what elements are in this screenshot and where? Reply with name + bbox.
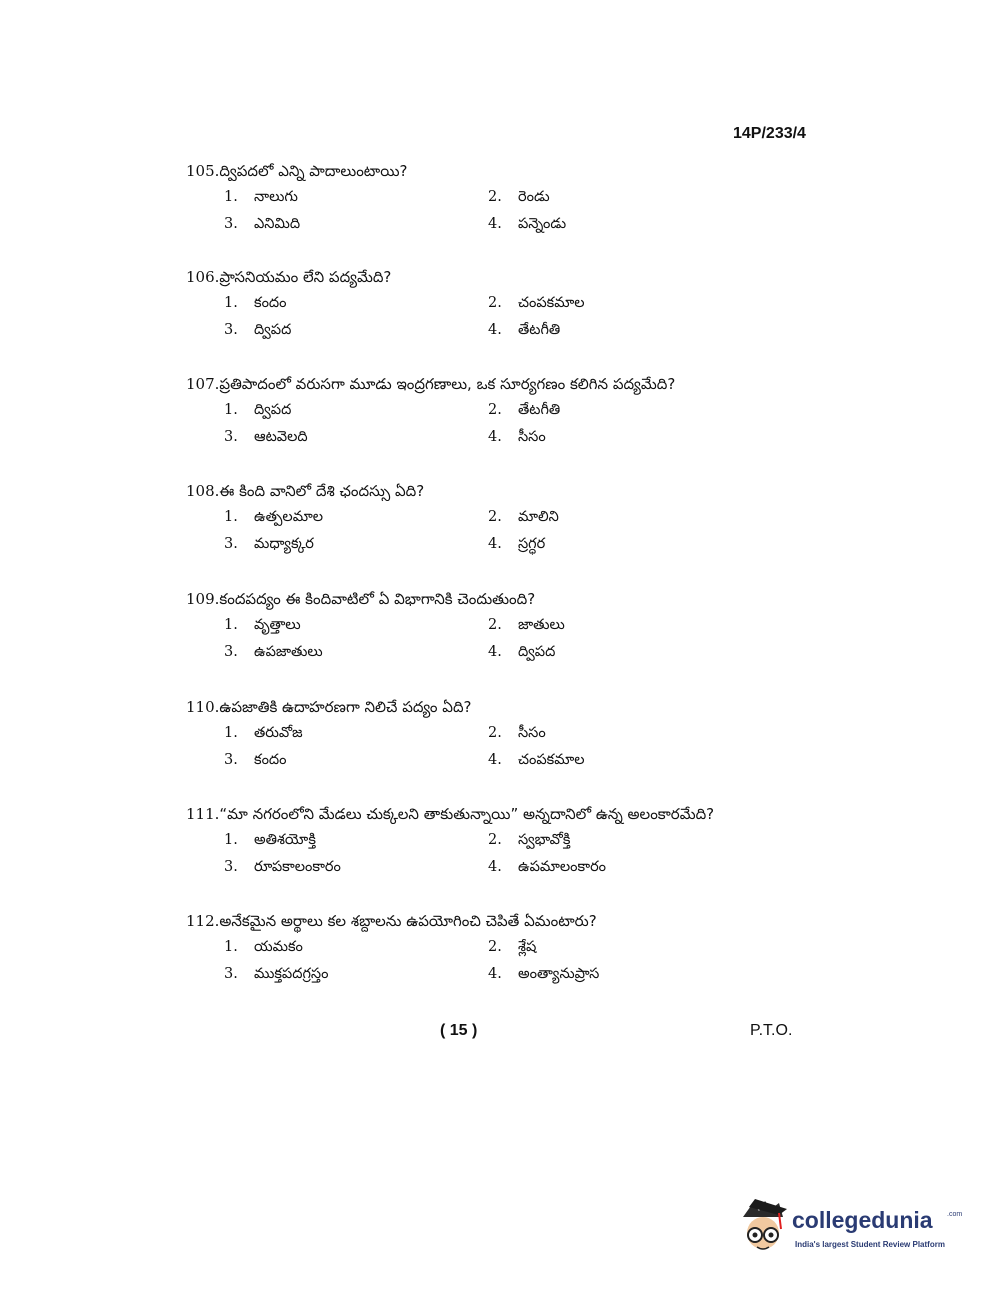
option-4: 4. అంత్యానుప్రాస	[488, 966, 600, 982]
paper-code: 14P/233/4	[733, 125, 806, 142]
question-105	[186, 161, 806, 243]
question-text: 106.ప్రాసనియమం లేని పద్యమేది?	[186, 268, 392, 286]
question-107	[186, 374, 806, 456]
option-2: 2. స్వభావోక్తి	[488, 832, 571, 848]
option-3: 3. రూపకాలంకారం	[224, 859, 341, 875]
question-112	[186, 911, 806, 993]
options	[186, 507, 806, 563]
question-text: 109.కందపద్యం ఈ కిందివాటిలో ఏ విభాగానికి చెందుతుంది?	[186, 590, 536, 608]
option-4: 4. పన్నెండు	[488, 216, 567, 232]
option-1: 1. ఉత్పలమాల	[224, 509, 323, 525]
option-2: 2. సీసం	[488, 725, 546, 741]
option-2: 2. చంపకమాల	[488, 295, 585, 311]
option-4: 4. స్రగ్ధర	[488, 536, 546, 552]
options	[186, 187, 806, 243]
option-3: 3. ముక్తపదగ్రస్తం	[224, 966, 329, 982]
question-111	[186, 804, 806, 886]
option-4: 4. ద్విపద	[488, 644, 556, 660]
logo-wordmark: collegedunia	[792, 1207, 933, 1233]
option-3: 3. మధ్యాక్కర	[224, 536, 314, 552]
mascot-icon	[735, 1195, 791, 1255]
option-3: 3. ద్విపద	[224, 322, 292, 338]
option-4: 4. ఉపమాలంకారం	[488, 859, 607, 875]
question-text: 110.ఉపజాతికి ఉదాహరణగా నిలిచే పద్యం ఏది?	[186, 698, 472, 716]
question-text: 108.ఈ కింది వానిలో దేశి ఛందస్సు ఏది?	[186, 482, 425, 500]
question-text: 105.ద్విపదలో ఎన్ని పాదాలుంటాయి?	[186, 162, 408, 180]
question-text: 107.ప్రతిపాదంలో వరుసగా మూడు ఇంద్రగణాలు, ఒక సూర్యగణం కలిగిన పద్యమేది?	[186, 375, 676, 393]
option-2: 2. తేటగీతి	[488, 402, 561, 418]
option-2: 2. శ్లేష	[488, 939, 537, 955]
options	[186, 400, 806, 456]
option-1: 1. కందం	[224, 295, 287, 311]
option-3: 3. ఉపజాతులు	[224, 644, 323, 660]
logo-tagline: India's largest Student Review Platform	[795, 1240, 945, 1249]
option-1: 1. వృత్తాలు	[224, 617, 301, 633]
option-4: 4. తేటగీతి	[488, 322, 561, 338]
option-1: 1. తరువోజ	[224, 725, 303, 741]
question-108	[186, 481, 806, 563]
option-2: 2. మాలిని	[488, 509, 559, 525]
option-2: 2. రెండు	[488, 189, 550, 205]
option-3: 3. ఆటవెలది	[224, 429, 308, 445]
collegedunia-logo	[735, 1195, 965, 1257]
logo-domain: .com	[947, 1211, 963, 1218]
option-1: 1. అతిశయోక్తి	[224, 832, 316, 848]
options	[186, 293, 806, 349]
option-4: 4. చంపకమాల	[488, 752, 585, 768]
option-3: 3. ఎనిమిది	[224, 216, 301, 232]
question-110	[186, 697, 806, 779]
question-text: 111.“మా నగరంలోని మేడలు చుక్కలని తాకుతున్నాయి” అన్నదానిలో ఉన్న అలంకారమేది?	[186, 805, 715, 823]
question-106	[186, 267, 806, 349]
page-number: ( 15 )	[440, 1022, 478, 1039]
options	[186, 615, 806, 671]
please-turn-over: P.T.O.	[750, 1022, 793, 1039]
options	[186, 723, 806, 779]
option-2: 2. జాతులు	[488, 617, 565, 633]
options	[186, 830, 806, 886]
option-1: 1. నాలుగు	[224, 189, 298, 205]
question-109	[186, 589, 806, 671]
options	[186, 937, 806, 993]
option-4: 4. సీసం	[488, 429, 546, 445]
option-1: 1. ద్విపద	[224, 402, 292, 418]
question-text: 112.అనేకమైన అర్థాలు కల శబ్దాలను ఉపయోగించి చెపితే ఏమంటారు?	[186, 912, 597, 930]
option-1: 1. యమకం	[224, 939, 303, 955]
option-3: 3. కందం	[224, 752, 287, 768]
